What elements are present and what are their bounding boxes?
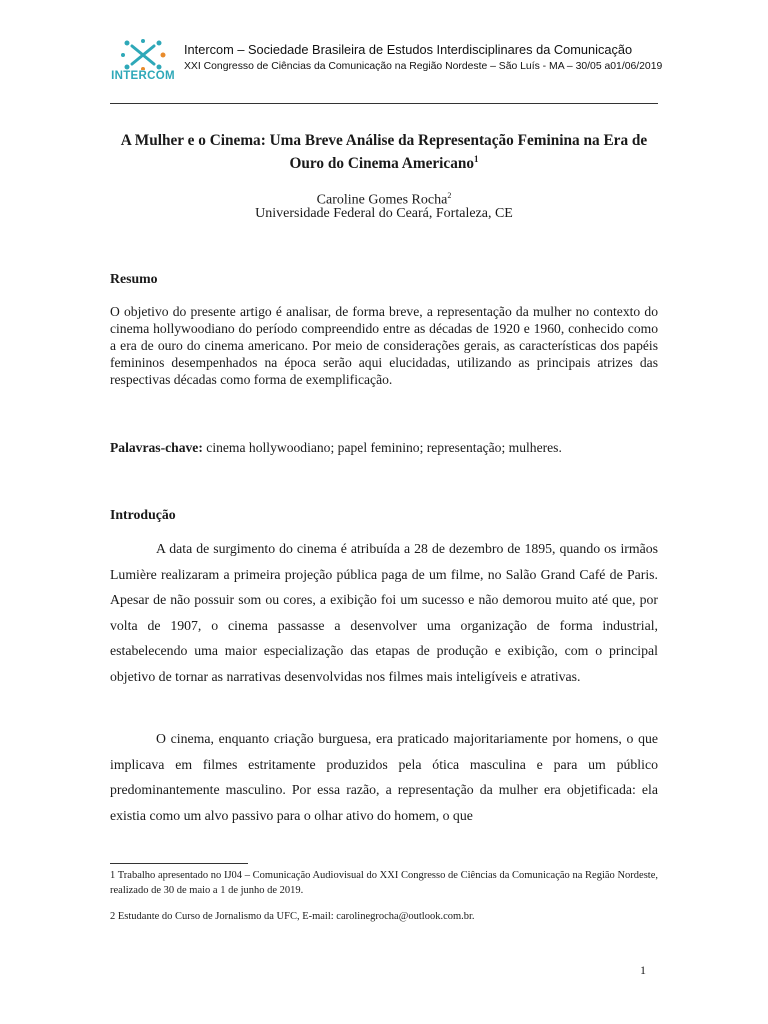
introduction-heading: Introdução bbox=[110, 507, 176, 522]
abstract-text: O objetivo do presente artigo é analisar, de forma breve, a representação da mulher no contexto do cinema hollywoodiano do período compreendido entre as décadas de 1920 e 1960, conhecido como a era de ouro do cinema americano. Por meio de considerações gerais, as características dos papéis femininos desempenhados na época serão aqui elucidadas, utilizando as principais atrizes das respectivas décadas como forma de exemplificação. bbox=[110, 304, 658, 388]
keywords-label: Palavras-chave: bbox=[110, 440, 203, 455]
page-number: 1 bbox=[640, 963, 646, 977]
intercom-logo-icon bbox=[110, 38, 176, 70]
footnote-2: 2 Estudante do Curso de Jornalismo da UFC, E-mail: carolinegrocha@outlook.com.br. bbox=[110, 911, 475, 922]
intercom-logo bbox=[110, 38, 176, 88]
abstract-heading: Resumo bbox=[110, 271, 158, 286]
title-line-2: Ouro do Cinema Americano bbox=[289, 155, 475, 173]
keywords-list: cinema hollywoodiano; papel feminino; representação; mulheres. bbox=[206, 440, 562, 455]
page-header bbox=[110, 38, 663, 104]
author-affiliation: Universidade Federal do Ceará, Fortaleza, CE bbox=[255, 206, 513, 221]
title-line-1: A Mulher e o Cinema: Uma Breve Análise da Representação Feminina na Era de bbox=[120, 132, 648, 149]
congress-subtitle: XXI Congresso de Ciências da Comunicação na Região Nordeste – São Luís - MA – 30/05 a01/06/2019 bbox=[184, 61, 663, 72]
keywords bbox=[110, 440, 658, 456]
author-footnote-marker[interactable]: 2 bbox=[447, 191, 452, 200]
title-footnote-marker[interactable]: 1 bbox=[474, 154, 479, 164]
introduction-paragraph-1: A data de surgimento do cinema é atribuída a 28 de dezembro de 1895, quando os irmãos Lumière realizaram a primeira projeção pública paga de um filme, no Salão Grand Café de Paris. Apesar de não possuir som ou cores, a exibição foi um sucesso e não demorou muito até que, por volta de 1907, o cinema passasse a desenvolver uma organização de forma industrial, estabelecendo uma maior especialização das etapas de produção e exibição, com o principal objetivo de tornar as narrativas desenvolvidas nos filmes mais inteligíveis e atrativas. bbox=[110, 541, 658, 684]
author-name-text: Caroline Gomes Rocha bbox=[316, 192, 448, 208]
organization-title: Intercom – Sociedade Brasileira de Estudos Interdisciplinares da Comunicação bbox=[184, 42, 633, 57]
introduction-paragraph-2: O cinema, enquanto criação burguesa, era praticado majoritariamente por homens, o que implicava em filmes estritamente produzidos pela ótica masculina e para um público predominantemente masculino. Por essa razão, a representação da mulher era objetificada: ela existia como um alvo passivo para o olhar ativo do homem, o que bbox=[110, 731, 658, 823]
footnote-1: 1 Trabalho apresentado no IJ04 – Comunicação Audiovisual do XXI Congresso de Ciências da Comunicação na Região Nordeste, realizado de 30 de maio a 1 de junho de 2019. bbox=[110, 870, 658, 896]
logo-wordmark: INTERCOM bbox=[111, 70, 175, 82]
header-divider bbox=[110, 103, 658, 104]
footnote-divider bbox=[110, 863, 248, 864]
paper-title bbox=[110, 131, 658, 173]
